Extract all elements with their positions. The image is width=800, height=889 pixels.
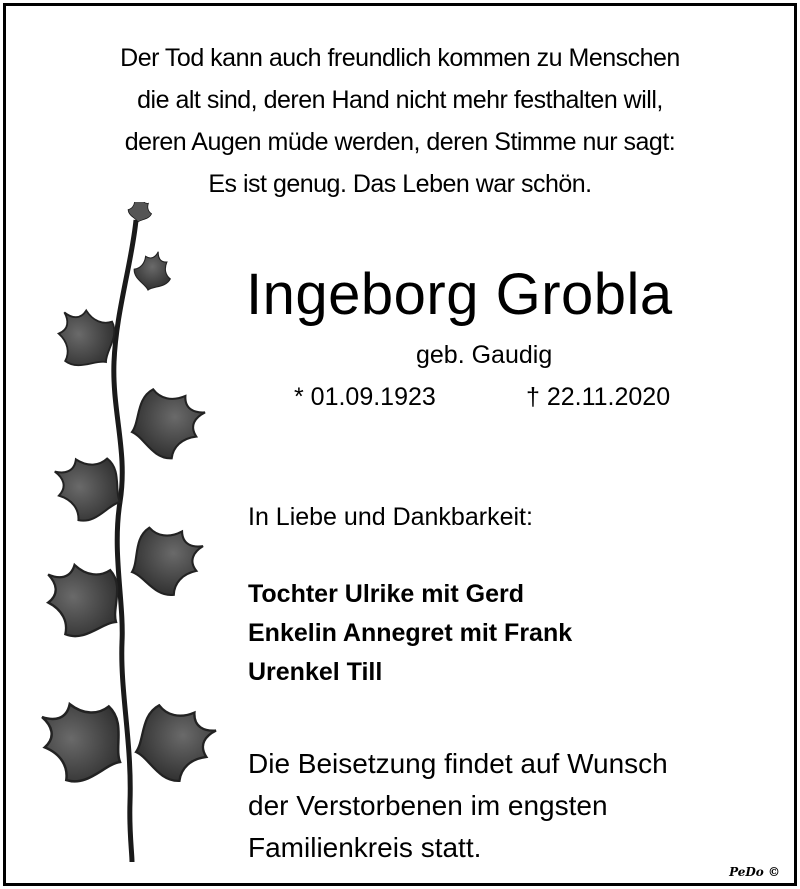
designer-signature: PeDo ©: [729, 865, 780, 879]
ivy-leaf: [123, 378, 215, 467]
deceased-name: Ingeborg Grobla: [246, 262, 673, 327]
birth-date: * 01.09.1923: [294, 383, 436, 411]
maiden-name: geb. Gaudig: [416, 341, 553, 369]
ivy-vine-icon: [36, 202, 236, 862]
death-date: † 22.11.2020: [526, 383, 671, 411]
poem: [6, 37, 794, 205]
obituary-card: [3, 3, 797, 886]
thanks-line: In Liebe und Dankbarkeit:: [248, 503, 533, 531]
notice-line: Familienkreis statt.: [248, 832, 482, 863]
burial-notice: [248, 743, 668, 869]
ivy-leaf: [130, 247, 176, 295]
family-member: Tochter Ulrike mit Gerd: [248, 580, 524, 608]
ivy-leaf: [120, 513, 215, 606]
poem-line: die alt sind, deren Hand nicht mehr festhalten will,: [137, 86, 663, 114]
family-member: Enkelin Annegret mit Frank: [248, 619, 573, 647]
notice-line: Die Beisetzung findet auf Wunsch: [248, 748, 668, 779]
poem-line: Der Tod kann auch freundlich kommen zu Menschen: [120, 44, 680, 72]
family-member: Urenkel Till: [248, 658, 383, 686]
poem-line: deren Augen müde werden, deren Stimme nur sagt:: [124, 128, 676, 156]
family-list: [248, 575, 572, 692]
ivy-leaf: [126, 693, 226, 790]
notice-line: der Verstorbenen im engsten: [248, 790, 608, 821]
ivy-leaf: [126, 202, 154, 224]
poem-line: Es ist genug. Das Leben war schön.: [208, 170, 592, 198]
vine-stem: [114, 220, 136, 862]
